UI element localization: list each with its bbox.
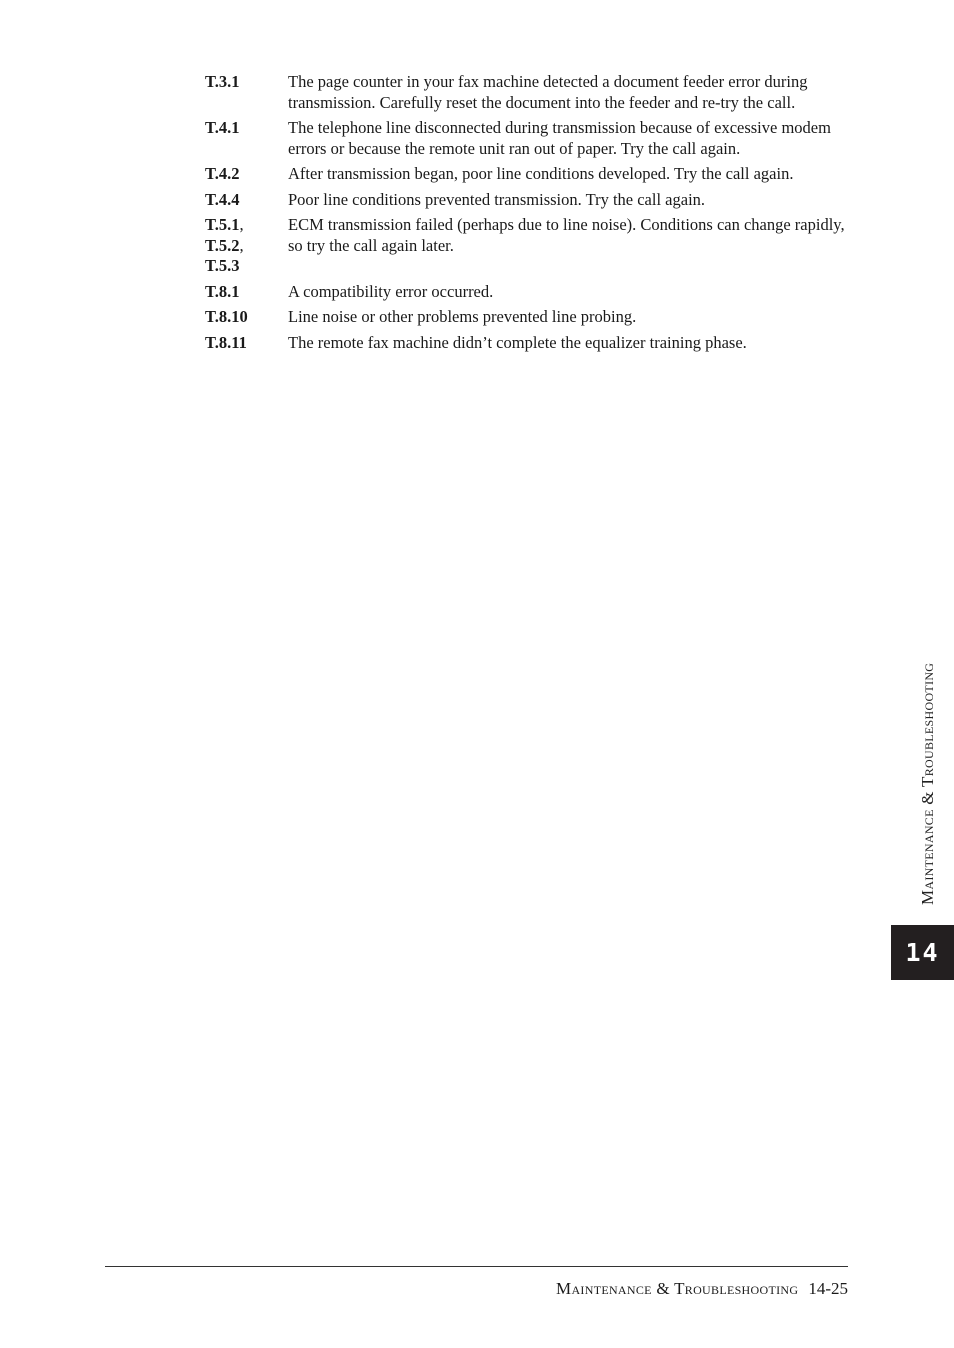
error-code-line — [205, 190, 288, 211]
error-code: T.5.1 — [205, 215, 240, 234]
error-code-line — [205, 282, 288, 303]
error-codes — [205, 118, 288, 159]
chapter-tab: 14 — [891, 925, 954, 980]
error-code-line — [205, 118, 288, 139]
error-code-line — [205, 164, 288, 185]
error-code: T.8.10 — [205, 307, 248, 326]
error-code: T.4.1 — [205, 118, 240, 137]
error-code-line — [205, 307, 288, 328]
error-description: A compatibility error occurred. — [288, 281, 494, 301]
error-description: The page counter in your fax machine detected a document feeder error during transmission. Carefully reset the document into the feeder and re-try the call. — [288, 72, 808, 112]
error-code: T.8.11 — [205, 332, 247, 352]
error-code: T.3.1 — [205, 72, 240, 91]
error-code: T.8.1 — [205, 281, 240, 301]
error-entry — [205, 72, 845, 113]
error-description: Poor line conditions prevented transmission. Try the call again. — [288, 189, 706, 209]
error-codes — [205, 282, 288, 303]
error-code-line — [205, 256, 288, 277]
error-code: T.4.4 — [205, 189, 240, 209]
error-codes — [205, 333, 288, 354]
error-description: The remote fax machine didn’t complete the equalizer training phase. — [288, 332, 747, 352]
footer-title: Maintenance & Troubleshooting — [556, 1279, 799, 1298]
error-code-line — [205, 72, 288, 93]
error-code: T.5.2 — [205, 235, 240, 255]
error-code: T.5.3 — [205, 256, 240, 275]
error-entry — [205, 164, 845, 185]
error-codes — [205, 72, 288, 113]
error-codes — [205, 164, 288, 185]
error-code-line — [205, 333, 288, 354]
error-codes — [205, 215, 288, 277]
page-number: 14-25 — [808, 1279, 848, 1298]
error-entry — [205, 215, 845, 277]
error-code-line — [205, 236, 288, 257]
error-entry — [205, 190, 845, 211]
error-description: ECM transmission failed (perhaps due to line noise). Conditions can change rapidly, so try the call again later. — [288, 215, 845, 255]
error-entry — [205, 307, 845, 328]
error-description: Line noise or other problems prevented line probing. — [288, 307, 637, 326]
error-description: After transmission began, poor line conditions developed. Try the call again. — [288, 164, 794, 183]
error-code-separator: , — [239, 215, 244, 234]
error-code-line — [205, 215, 288, 236]
footer-rule — [105, 1266, 848, 1267]
error-entry — [205, 118, 845, 159]
error-entry — [205, 333, 845, 354]
error-codes — [205, 307, 288, 328]
footer — [556, 1279, 848, 1299]
error-code-list — [205, 72, 845, 358]
side-section-title: Maintenance & Troubleshooting — [918, 662, 937, 905]
error-code-separator: , — [239, 235, 244, 255]
error-codes — [205, 190, 288, 211]
error-entry — [205, 282, 845, 303]
error-description: The telephone line disconnected during transmission because of excessive modem errors or because the remote unit ran out of paper. Try the call again. — [288, 118, 831, 158]
error-code: T.4.2 — [205, 164, 240, 183]
